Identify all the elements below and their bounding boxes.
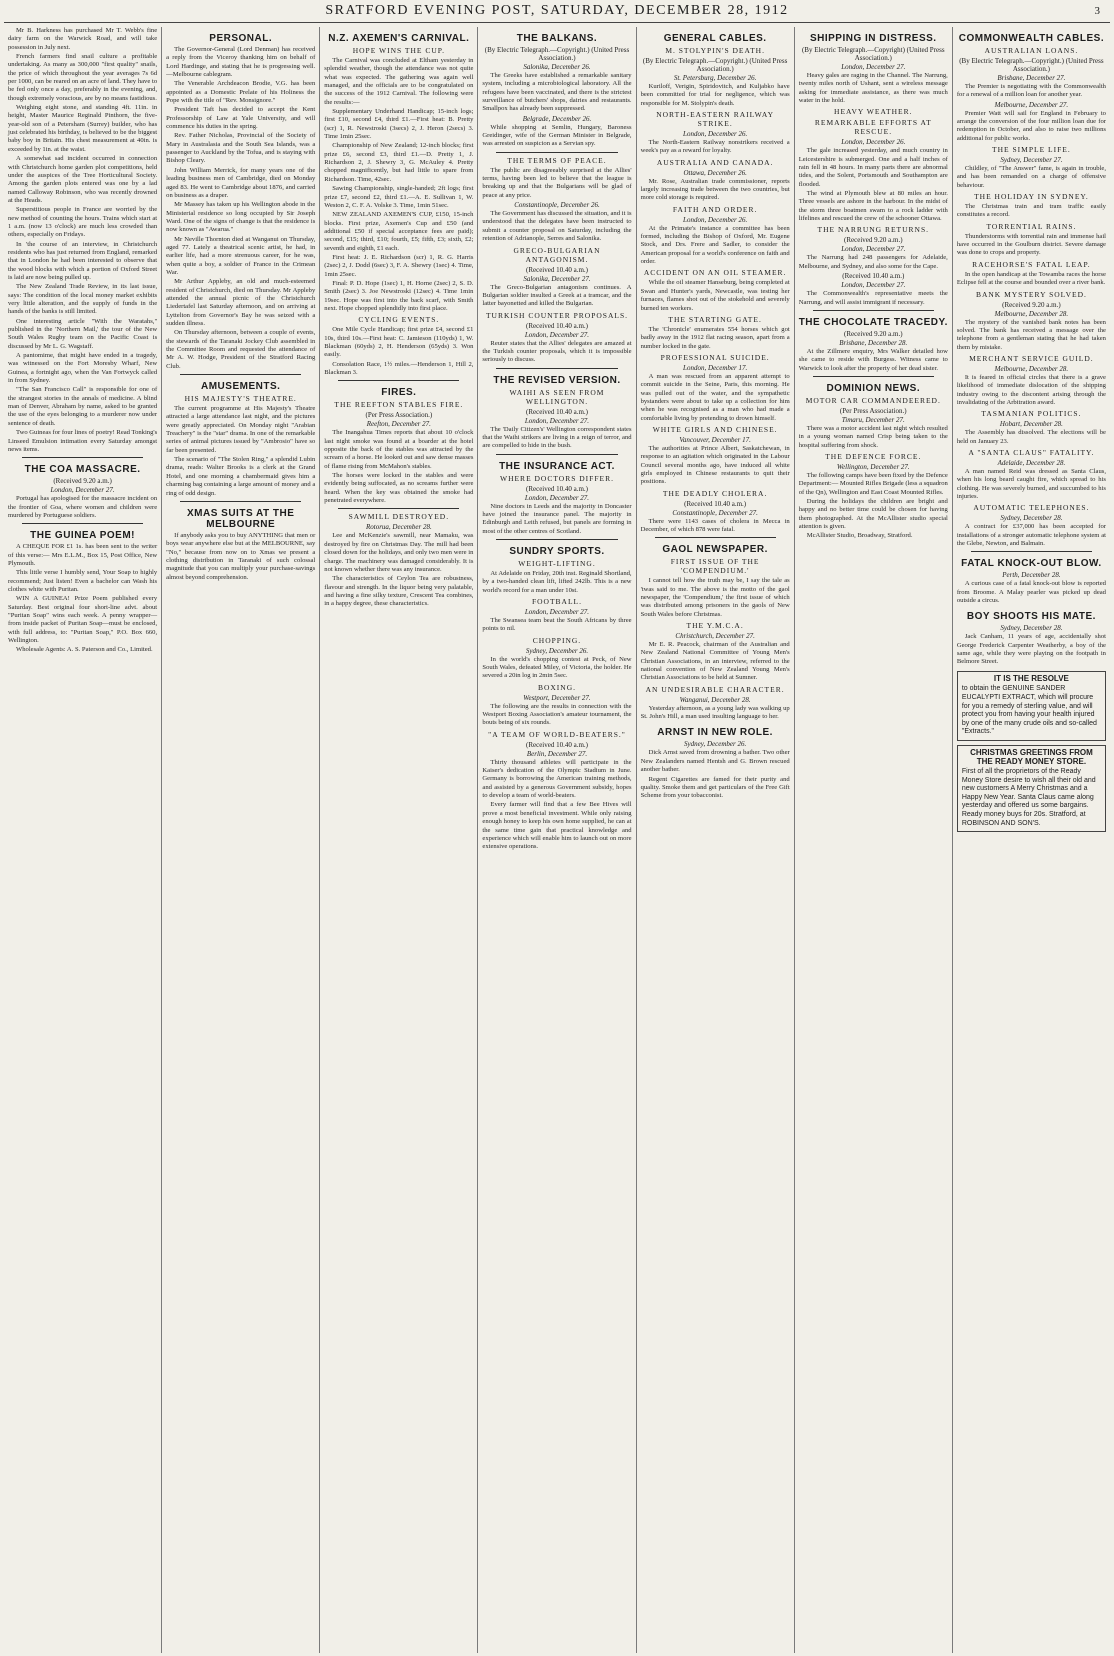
dispatch-source: (By Electric Telegraph.—Copyright.) (United Press Association.) [959,57,1104,73]
article-subheading: MOTOR CAR COMMANDEERED. [805,395,941,405]
article-paragraph: The scenario of "The Stolen Ring," a splendid Lubin drama, reads: Walter Brooks is a clerk at the Grand Hotel, and one morning a chambermaid gives him a charming bag containing a large amount of money and a ring of odd design. [166,456,316,497]
advertisement-text: to obtain the GENUINE SANDER EUCALYPTI EXTRACT, which will procure for you a remedy of sterling value, and will protect you from having your health injured by one of the many crude oils and so-called "Extracts." [961,685,1097,736]
column-rule [338,380,459,381]
column-rule [180,501,301,502]
article-paragraph: The Commonwealth's representative meets the Narrung, and will assist immigrant if necessary. [798,290,948,306]
article-paragraph: A pantomime, that might have ended in a tragedy, was witnessed on the Fort Moresby Wharf, New Guinea, a fortnight ago, when the Van Fortwyck called in from Sydney. [8,352,158,385]
article-paragraph: McAllister Studio, Broadway, Stratford. [806,532,913,540]
column-3 [320,27,478,1653]
article-paragraph: Kuriloff, Verigin, Spiridovitch, and Kuljabko have been committed for trial for negligence, which was responsible for M. Stolypin's death. [640,83,790,107]
advertisement-text: First of all the proprietors of the Ready Money Store desire to wish all their old and new customers A Merry Christmas and a Happy New Year. Santa Claus came along yesterday and offered us some bargains. Ready money buys for 20s. Stratford, at ROBINSON AND SON'S. [961,768,1096,827]
article-paragraph: John William Merrick, for many years one of the leading business men of Cambridge, died on Monday aged 83. He went to Cambridge about 1876, and carried on business as a draper. [166,166,316,199]
article-headline: THE REVISED VERSION. [493,374,621,386]
article-paragraph: President Taft has decided to accept the Kent Professorship of Law at Yale University, and will commence his duties in the spring. [166,106,316,131]
dateline: Timaru, December 27. [841,415,905,424]
dispatch-source: (Received 10.40 a.m.) [525,484,588,493]
article-subheading: TORRENTIAL RAINS. [986,221,1077,231]
article-headline: ARNST IN NEW ROLE. [657,727,773,739]
dispatch-source: (By Electric Telegraph.—Copyright.) (United Press Association.) [484,46,630,62]
article-headline: FIRES. [381,387,417,399]
dateline: Sydney, December 28. [1000,514,1063,523]
article-headline: THE INSURANCE ACT. [499,460,615,472]
article-paragraph: The characteristics of Ceylon Tea are robustness, flavour and strength. In the liquor being very palatable, and having a fine silky texture, Crescent Tea combines, in a happy degree, these characteristics. [324,575,474,608]
column-rule [813,376,934,377]
article-subheading: CYCLING EVENTS. [358,315,440,325]
dateline: Melbourne, December 28. [994,364,1069,373]
advertisement [957,745,1106,832]
article-paragraph: The authorities at Prince Albert, Saskatchewan, in response to an agitation which originated in the Labour Council several months ago, have induced all white girls employed in Chinese restaurants to quit their positions. [640,444,790,486]
article-subheading: AUTOMATIC TELEPHONES. [973,503,1090,513]
dateline: London, December 27. [524,330,590,339]
article-paragraph: A somewhat sad incident occurred in connection with Christchurch home garden plot competitions, held under the auspices of the Tree Horticultural Society. Among the garden plots entered was one by a lad named Calloway Robinson, who was recently drowned at the Heads. [8,155,158,204]
dispatch-source: (Received 9.20 a.m.) [53,477,112,486]
article-paragraph: The Swansea team beat the South Africans by three points to nil. [482,617,632,633]
article-paragraph: If anybody asks you to buy ANYTHING that men or boys wear anywhere else but at the MELBOURNE, say "No," because from now on to Xmas we present a clothing distribution in Taranaki of such colossal magnitude that you can multiply your purchase-savings almost beyond comprehension. [166,531,316,581]
column-rule [813,310,934,311]
article-headline: N.Z. AXEMEN'S CARNIVAL. [328,33,470,44]
dateline: London, December 27. [841,63,906,71]
article-paragraph: Thunderstorms with torrential rain and immense hail have occurred in the Goulburn district. Severe damage was done to crops and property. [956,232,1106,257]
article-paragraph: The Greco-Bulgarian antagonism continues. A Bulgarian soldier insulted a Greek at a tramcar, and the latter bayonetted and killed the Bulgarian. [482,283,632,308]
dispatch-source: (Received 9.20 a.m.) [844,236,903,245]
article-paragraph: A man was rescued from an apparent attempt to commit suicide in the Seine, Paris, this morning. He was pulled out of the water, and the sympathetic bystanders were about to take up a collection for him when he was recognised as a man who had made a comfortable living by pretending to drown himself. [640,372,790,422]
article-paragraph: Two Guineas for four lines of poetry! Read Tonking's Linseed Emulsion intimation every Saturday amongst news items. [8,429,158,453]
column-4 [478,27,636,1653]
article-paragraph: First heat: J. E. Richardson (scr) 1, R. G. Harris (2sec) 2, J. Dodd (6sec) 3, F. A. Shewry (1sec) 4. Time, 1min 25sec. [324,253,474,278]
article-paragraph: The Narrung had 248 passengers for Adelaide, Melbourne, and Sydney, and also some for the Cape. [798,254,948,270]
article-paragraph: Mr E. R. Peacock, chairman of the Australian and New Zealand National Committee of Young Men's Christian Associations, in an interview, referred to the national convention of New Zealand Young Men's Christian Associations to be held at Sumner. [640,641,790,682]
article-paragraph: The 'Daily Citizen's' Wellington correspondent states that the Waihi strikers are living in a reign of terror, and are compelled to hide in the bush. [482,425,632,450]
dateline: Perth, December 28. [1002,571,1061,580]
dateline: Reefton, December 27. [366,420,431,429]
dispatch-source: (By Electric Telegraph.—Copyright.) (United Press Association.) [642,57,788,73]
article-paragraph: Jack Canham, 11 years of age, accidentally shot George Frederick Carpenter Weatherby, a boy of the same age, while they were playing on the footpath in Belmore Street. [956,633,1106,666]
column-rule [338,508,459,509]
dateline: London, December 27. [524,416,590,425]
column-rule [180,374,301,375]
dispatch-source: (Received 10.40 a.m.) [525,321,588,330]
dateline: Constantinople, December 26. [514,201,600,210]
article-headline: SHIPPING IN DISTRESS. [809,33,937,44]
dateline: Ottawa, December 26. [683,168,747,177]
dateline: London, December 26. [683,130,748,139]
column-rule [496,368,617,369]
advertisement-title: IT IS THE RESOLVE [993,673,1069,683]
article-subheading: TURKISH COUNTER PROPOSALS. [485,310,629,320]
article-paragraph: It is feared in official circles that there is a grave likelihood of immediate dislocation of the shipping industry owing to the discontent arising through the invalidating of the Arbitration award. [956,373,1106,406]
article-paragraph: Supplementary Underhand Handicap; 15-inch logs; first £10, second £4, third £1.—First heat: B. Pretty (scr) 1, R. Newstroski (3secs) 2, J. Heron (2secs) 3. Time 1min 25sec. [324,108,474,141]
dateline: Melbourne, December 27. [994,100,1069,109]
column-rule [22,457,143,458]
column-rule [971,551,1092,552]
dateline: Rotorua, December 28. [365,523,432,532]
column-5 [637,27,795,1653]
article-paragraph: While the oil steamer Hanseburg, being completed at Swan and Hunter's yards, Newcastle, was testing her furnaces, flames shot out of the stokehold and severely burned ten workers. [640,279,790,312]
dateline: Wellington, December 27. [836,462,910,471]
article-paragraph: "The San Francisco Call" is responsible for one of the strangest stories in the annals of medicine. A blind man of Denver, Abraham by name, asked to be granted the use of the eyes belonging to a murderer now under sentence of death. [8,386,158,427]
article-paragraph: The wind at Plymouth blew at 80 miles an hour. Three vessels are ashore in the harbour. In the midst of the storm three boatmen swam to a rock ladder with lifelines and rescued the crew of the schooner Ottawa. [798,190,948,223]
dateline: Vancouver, December 17. [679,435,751,444]
article-paragraph: Nine doctors in Leeds and the majority in Doncaster have joined the insurance panel. The majority in Edinburgh and Leith refused, but panels are forming in most of the other centres of Scotland. [482,502,632,535]
article-headline: GENERAL CABLES. [663,33,767,44]
article-subheading: HIS MAJESTY'S THEATRE. [184,394,297,404]
dateline: Berlin, December 27. [526,749,588,758]
article-paragraph: Premier Watt will sail for England in February to arrange the conversion of the four million loan due for redemption in October, and also to raise two millions additional for public works. [956,109,1106,142]
masthead-title: SRATFORD EVENING POST, SATURDAY, DECEMBER 28, 1912 [325,3,789,18]
column-7 [953,27,1110,1653]
article-paragraph: The Inangahua Times reports that about 10 o'clock last night smoke was found at a boarder at the hotel opposite the back of the stables was attracted by the scream of a horse. He looked out and saw dense masses of flame rising from McMahon's stables. [324,429,474,470]
article-paragraph: Regent Cigarettes are famed for their purity and quality. Smoke them and get particulars of the Free Gift Scheme from your tobacconist. [640,775,790,800]
dispatch-source: (Received 10.40 a.m.) [525,265,588,274]
dateline: London, December 26. [683,215,748,224]
article-paragraph: There was a motor accident last night which resulted in a young woman named Crisp being taken to the hospital suffering from shock. [798,424,948,449]
article-subheading: THE REEFTON STABLES FIRE. [334,400,464,410]
article-paragraph: The current programme at His Majesty's Theatre attracted a large attendance last night, and the pictures were greatly appreciated. On Monday night "Arabian Treachery" is the "star" drama. In one of the remarkable series of animal pictures issued by "Ambrosio" have so far been presented. [166,405,316,454]
article-paragraph: The gale increased yesterday, and much country in Leicestershire is submerged. One and a half inches of rain fell in 48 hours. In many parts there are abnormal tides, and the Solent, Portsmouth and Southampton are flooded. [798,147,948,188]
article-paragraph: WIN A GUINEA! Prize Poem published every Saturday. Best original four short-line advt. about "Puritan Soap" wins each week. A penny wrapper—from inside packet of Puritan Soap—must be enclosed, with full address, to: "Puritan Soap," P.O. Box 660, Wellington. [8,595,158,644]
article-paragraph: In the world's chopping contest at Peck, of New South Wales, defeated Miley, of Victoria, the holder. He severed a 20in log in 2min 5sec. [482,655,632,680]
article-paragraph: Rev. Father Nicholas, Provincial of the Society of Mary in Australasia and the South Sea Islands, was a passenger to Auckland by the Tofua, and is staying with Bishop Cleary. [166,132,316,165]
article-paragraph: Childley, of "The Answer" fame, is again in trouble, and has been remanded on a charge of offensive behaviour. [956,165,1106,189]
article-subheading: THE TERMS OF PEACE. [507,155,607,165]
article-paragraph: The Assembly has dissolved. The elections will be held on January 23. [956,429,1106,445]
dateline: Brisbane, December 27. [997,74,1066,82]
dateline: London, December 27. [841,281,906,290]
article-subheading: THE SIMPLE LIFE. [992,145,1071,155]
article-headline: GAOL NEWSPAPER. [662,544,768,556]
dateline: Adelaide, December 28. [997,458,1066,467]
article-subheading: AUSTRALIA AND CANADA. [656,157,774,167]
dateline: St. Petersburg, December 26. [673,74,757,82]
article-paragraph: Portugal has apologised for the massacre incident on the frontier of Goa, where women and children were murdered by Portuguese soldiers. [8,495,158,519]
article-headline: AMUSEMENTS. [201,381,281,393]
article-subheading: SAWMILL DESTROYED. [348,512,450,522]
column-rule [496,454,617,455]
article-subheading: PROFESSIONAL SUICIDE. [660,352,770,362]
article-paragraph: Thirty thousand athletes will participate in the Kaiser's dedication of the Olympic Stadium in June. Germany is borrowing the American training methods, and assisted by a generous Government subsidy, hopes to develop a team of world-beaters. [482,758,632,800]
dateline: Constantinople, December 27. [672,508,758,517]
columns [4,27,1110,1653]
article-paragraph: The New Zealand Trade Review, in its last issue, says: The condition of the local money market exhibits very little alteration, and the supply of funds in the hands of the banks is still limited. [8,283,158,316]
article-headline: SUNDRY SPORTS. [509,545,605,557]
article-headline: BOY SHOOTS HIS MATE. [966,611,1096,623]
article-subheading: RACEHORSE'S FATAL LEAP. [972,259,1091,269]
dispatch-source: (Received 10.40 a.m.) [684,499,747,508]
article-paragraph: French farmers find snail culture a profitable undertaking. As many as 300,000 "first quality" snails, the price of which throughout the year averages 7s 6d per 1000, can be reared on an acre of land. They have to be fed only once a day, preferably in the evening, and, though extremely voracious, are by no means fastidious. [8,53,158,102]
article-paragraph: A CHEQUE FOR £1 1s. has been sent to the writer of this verse:— Mrs E.L.M., Box 15, Post Office, New Plymouth. [8,543,158,567]
article-paragraph: The following camps have been fixed by the Defence Department:— Mounted Rifles Brigade (less a squadron of the Qn), Wellington and East Coast Mounted Rifles. [798,471,948,496]
dateline: Sydney, December 27. [1000,156,1063,165]
dateline: Salonika, December 27. [523,274,591,283]
article-paragraph: During the holidays the children are bright and happy and no better time could be chosen for having them photographed. At the McAllister studio special attention is given. [798,497,948,530]
page-number: 3 [1094,5,1100,17]
article-headline: PERSONAL. [209,33,273,44]
article-paragraph: The 'Chronicle' enumerates 554 horses which got badly away in the 1912 flat racing season, apart from a number locked in the gate. [640,325,790,350]
article-subheading: THE NARRUNG RETURNS. [817,225,929,235]
column-1 [4,27,162,1653]
dispatch-source: (Received 10.40 a.m.) [525,407,588,416]
article-paragraph: The Venerable Archdeacon Brodie, V.G. has been appointed as a Domestic Prelate of his Holiness the Pope with the title of "Rev. Monsignore." [166,80,316,105]
article-paragraph: A contract for £37,000 has been accepted for installations of a stronger automatic telephone system at the Glebe, Newton, and Balmain. [956,523,1106,547]
column-rule [22,523,143,524]
article-subheading: WAIHI AS SEEN FROM WELLINGTON. [509,387,605,406]
article-paragraph: Reuter states that the Allies' delegates are amazed at the Turkish counter proposals, which it is impossible seriously to discuss. [482,339,632,364]
article-headline: THE BALKANS. [516,33,598,44]
article-paragraph: At the Primate's instance a committee has been formed, including the Bishop of Oxford, Mr. Eugene Stock, and Drs. Frere and Sadler, to consider the American proposal for a world's conference on faith and order. [640,224,790,266]
article-paragraph: The Christmas train and tram traffic easily constitutes a record. [956,203,1106,219]
article-paragraph: In the open handicap at the Towamba races the horse Eclipse fell at the course and bounded over a river bank. [956,270,1106,287]
dateline: Sydney, December 28. [1000,624,1063,633]
dateline: Salonika, December 26. [523,63,591,71]
article-paragraph: Yesterday afternoon, as a young lady was walking up St. John's Hill, a man used insulting language to her. [640,704,790,721]
article-subheading: AN UNDESIRABLE CHARACTER. [645,684,785,694]
dateline: Wanganui, December 28. [679,695,751,704]
dateline: Melbourne, December 28. [994,309,1069,318]
article-subheading: REMARKABLE EFFORTS AT RESCUE. [814,118,932,137]
advertisement-title: CHRISTMAS GREETINGS FROM THE READY MONEY STORE. [970,747,1093,766]
article-paragraph: Mr Arthur Appleby, an old and much-esteemed resident of Christchurch, died on Thursday. Mr Appleby attended the annual picnic of the Christchurch Liedertafel last Saturday afternoon, and on arriving at Lyttelton from Governor's Bay he was seized with a sudden illness. [166,278,316,327]
article-subheading: "A TEAM OF WORLD-BEATERS." [488,729,626,739]
article-paragraph: Mr B. Harkness has purchased Mr T. Webb's fine dairy farm on the Warwick Road, and will take possession in July next. [8,27,158,51]
article-subheading: ACCIDENT ON AN OIL STEAMER. [643,268,787,278]
article-paragraph: One Mile Cycle Handicap; first prize £4, second £1 10s, third 10s.—First heat: C. Jamieson (110yds) 1, W. Blackman (60yds) 2, H. Henderson (65yds) 3. Won easily. [324,326,474,359]
dispatch-source: (Received 9.20 a.m.) [844,329,903,338]
article-paragraph: I cannot tell how the truth may be, I say the tale as 'twas said to me. The above is the motto of the gaol newspaper, the 'Compendium,' the first issue of which was distributed among prisoners in the gaols of New South Wales before Christmas. [640,577,790,618]
article-paragraph: Mr Neville Thornton died at Wanganui on Thursday, aged 77. Lately a theatrical scenic artist, he had, in earlier life, had a more strenuous career, for he was, when quite a boy, a soldier of France in the Crimean War. [166,235,316,276]
article-paragraph: Wholesale Agents: A. S. Paterson and Co., Limited. [16,646,153,654]
article-subheading: FOOTBALL. [531,597,583,606]
article-paragraph: Every farmer will find that a few Bee Hives will prove a most beneficial investment. While only raising enough honey to keep his own home supplied, he can at the same time gain that practical knowledge and experience which will enable him to launch out on more extensive operations. [482,801,632,851]
article-paragraph: The following are the results in connection with the Westport Boxing Association's amateur tournament, the bouts being of six rounds. [482,702,632,727]
article-paragraph: The horses were locked in the stables and were evidently being suffocated, as no screams further were heard. When the key was obtained the smoke had penetrated everywhere. [324,472,474,505]
article-headline: XMAS SUITS AT THE MELBOURNE [187,507,295,530]
article-subheading: THE STARTING GATE. [668,314,762,324]
article-subheading: BANK MYSTERY SOLVED. [975,289,1087,299]
article-subheading: HOPE WINS THE CUP. [352,46,446,55]
dispatch-source: (Per Press Association.) [839,406,907,415]
article-paragraph: The public are disagreeably surprised at the Allies' terms, having been led to believe that the league is breaking up and that the Bulgarians will be glad of peace at any price. [482,166,632,199]
article-headline: COMMONWEALTH CABLES. [958,33,1105,44]
article-paragraph: The Greeks have established a remarkable sanitary system, including a microbiological laboratory. All the refugees have been vaccinated, and there is the strictest surveillance of butchers' shops, dairies and restaurants. Smallpox has already been suppressed. [482,72,632,113]
article-subheading: WHERE DOCTORS DIFFER. [499,473,614,483]
column-rule [496,152,617,153]
column-6 [795,27,953,1653]
article-paragraph: A curious case of a fatal knock-out blow is reported from Broome. A Malay pearler was picked up dead outside a circus. [956,580,1106,605]
article-paragraph: Heavy gales are raging in the Channel. The Narrung, twenty miles north of Ushant, sent a wireless message asking for immediate assistance, as there was much water in the hold. [798,72,948,105]
article-paragraph: This little verse I humbly send, Your Soap to highly recommend; Just listen! Even a bachelor can Wash his clothes white with Puritan. [8,569,158,593]
article-paragraph: The North-Eastern Railway nonstrikers received a week's pay as a reward for loyalty. [640,139,790,155]
dispatch-source: (Per Press Association.) [365,411,433,420]
article-paragraph: Mr. Rose, Australian trade commissioner, reports largely increasing trade between the two countries, but more cold storage is required. [640,177,790,202]
article-paragraph: A man named Reid was dressed as Santa Claus, when his long beard caught fire, which spread to his clothing. He was severely burned, and succumbed to his injuries. [956,467,1106,500]
article-subheading: THE HOLIDAY IN SYDNEY. [974,192,1089,202]
article-paragraph: At the Zillmere enquiry, Mrs Walker detailed how she came to reside with Burgess. Witness came to Warwick to look after the property of her dead sister. [798,347,948,372]
article-paragraph: Lee and McKenzie's sawmill, near Mamaku, was destroyed by fire on Christmas Day. The mill had been closed down for the holidays, and only two men were in charge. The machinery was damaged considerably. It is not known whether there was any insurance. [324,532,474,573]
article-subheading: AUSTRALIAN LOANS. [984,46,1079,55]
article-subheading: MERCHANT SERVICE GUILD. [969,353,1094,363]
article-subheading: M. STOLYPIN'S DEATH. [665,46,765,55]
article-paragraph: On Thursday afternoon, between a couple of events, the stewards of the Taranaki Jockey Club assembled in the Committee Room and requested the attendance of Mr A. W. Hodge, President of the Stratford Racing Club. [166,329,316,370]
article-subheading: THE DEFENCE FORCE. [825,451,922,461]
dateline: London, December 27. [524,493,590,502]
dateline: Brisbane, December 28. [839,338,908,347]
article-headline: THE GUINEA POEM! [30,530,135,542]
article-paragraph: There were 1143 cases of cholera in Mecca in December, of which 878 were fatal. [640,517,790,533]
article-paragraph: In 'the course of an interview, in Christchurch residents who has just returned from England, remarked that in London he had been interested to observe that the wood blocks with which a portion of Oxford Street is laid are now being pulled up. [8,240,158,281]
article-subheading: GRECO-BULGARIAN ANTAGONISM. [513,245,601,264]
article-headline: THE COA MASSACRE. [24,464,141,476]
article-subheading: FAITH AND ORDER. [672,204,758,214]
article-subheading: TASMANIAN POLITICS. [981,409,1082,419]
article-paragraph: The mystery of the vanished bank notes has been solved. The bank has received a message over the telephone from a gentleman stating that he had taken them by mistake. [956,318,1106,351]
dateline: London, December 27. [841,245,906,254]
article-paragraph: The Government has discussed the situation, and it is understood that the delegates have been instructed to submit a counter proposal on Saturday, including the retention of Adrianople, Serres and Salonika. [482,210,632,243]
article-paragraph: While shopping at Semlin, Hungary, Baroness Greidinger, wife of the German Minister in Belgrade, was arrested on suspicion as a Servian spy. [482,123,632,148]
dateline: Hobart, December 28. [999,420,1063,429]
article-subheading: THE Y.M.C.A. [686,621,744,631]
column-rule [496,539,617,540]
column-2 [162,27,320,1653]
article-paragraph: Superstitious people in France are worried by the new method of counting the hours. Trains which start at 1 a.m. (now 13 o'clock) are much less crowded than others, especially on Fridays. [8,206,158,239]
dateline: Westport, December 27. [523,693,591,702]
masthead [4,0,1110,23]
dispatch-source: (Received 10.40 a.m.) [525,740,588,749]
article-subheading: NORTH-EASTERN RAILWAY STRIKE. [656,110,775,129]
article-subheading: BOXING. [537,682,577,692]
article-headline: THE CHOCOLATE TRACEDY. [798,316,948,328]
dispatch-source: (By Electric Telegraph.—Copyright) (United Press Association.) [801,46,945,62]
dateline: London, December 27. [50,486,115,495]
article-headline: FATAL KNOCK-OUT BLOW. [961,558,1102,570]
article-paragraph: The Premier is negotiating with the Commonwealth for a renewal of a million loan for another year. [956,83,1106,99]
dateline: London, December 17. [683,363,748,372]
article-paragraph: The Carnival was concluded at Eltham yesterday in splendid weather, though the attendance was not quite what was expected. The gathering was again well managed, and the officials are to be congratulated on the success of the 1912 Carnival. The following were the results:— [324,57,474,106]
article-paragraph: Consolation Race, 1½ miles.—Henderson 1, Hill 2, Blackman 3. [324,360,474,377]
column-rule [655,537,776,538]
article-paragraph: Dick Arnst saved from drowning a bather. Two other New Zealanders named Hentsh and G. Brown rescued another bather. [640,749,790,774]
article-paragraph: NEW ZEALAND AXEMEN'S CUP, £150, 15-inch blocks. First prize, Axemen's Cup and £50 (and additional £50 if special acceptance fees are paid); second, £15; third, £10; fourth, £5; fifth, £3; sixth, £2; seventh and eighth, £1 each. [324,211,474,252]
dateline: Sydney, December 26. [525,646,589,655]
article-subheading: WHITE GIRLS AND CHINESE. [652,424,778,434]
article-paragraph: Mr Massey has taken up his Wellington abode in the Ministerial residence so long occupied by Sir Joseph Ward. One of the signs of change is that the residence is now known as "Awarua." [166,201,316,234]
article-subheading: A "SANTA CLAUS" FATALITY. [968,447,1095,457]
article-subheading: CHOPPING. [532,635,582,645]
article-subheading: HEAVY WEATHER. [834,107,913,117]
article-paragraph: Championship of New Zealand; 12-inch blocks; first prize £6, second £3, third £1.—D. Pretty 1, J. Richardson 2, J. Shewry 3, G. McAuley 4. Pretty chopped magnificently, but had little to spare from Richardson. Time, 42sec. [324,142,474,183]
article-paragraph: Weighing eight stone, and standing 4ft. 11in. in height, Master Maurice Reginald Pinthorn, the five-year-old son of a Petersham (Surrey) builder, who has just celebrated his birthday, is believed to be the biggest baby boy in Britain. His chest measurement at 40in. is exceeded by 1in. at the waist. [8,104,158,153]
advertisement [957,671,1106,741]
article-paragraph: One interesting article "With the Waratahs," published in the 'Northern Mail,' the tour of the New South Wales Rugby team on the Pacific Coast is discussed by Mr L. G. Wagstaff. [8,317,158,350]
dispatch-source: (Received 9.20 a.m.) [1002,300,1061,309]
dateline: Sydney, December 26. [684,740,747,749]
article-paragraph: Sawing Championship, single-handed; 2ft logs; first prize £7, second £2, third £1.—A. E. Sullivan 1, W. Weston 2, C. F. A. Volske 3. Time, 1min 51sec. [324,185,474,209]
article-subheading: THE DEADLY CHOLERA. [662,488,768,498]
dateline: Belgrade, December 26. [522,114,592,123]
article-paragraph: At Adelaide on Friday, 20th inst. Reginald Shortland, by a two-handed clean lift, lifted 242lb. This is a new world's record for a man under 10st. [482,569,632,594]
dateline: Christchurch, December 27. [675,632,755,641]
dispatch-source: (Received 10.40 a.m.) [842,272,905,281]
article-paragraph: Final: P. D. Hope (1sec) 1, H. Horne (2sec) 2, S. D. Smith (2sec) 3. Joe Newstroski (12sec) 4. Time 1min 19sec. Hope was first into the back scarf, with Smith next. Hope chopped splendidly into first place. [324,279,474,312]
article-headline: DOMINION NEWS. [826,382,921,394]
dateline: London, December 26. [841,138,906,147]
article-subheading: FIRST ISSUE OF THE 'COMPENDIUM.' [670,557,760,576]
article-paragraph: The Governor-General (Lord Denman) has received a reply from the Viceroy thanking him on behalf of Lord Hardinge, and stating that he is progressing well.—Melbourne cablegram. [166,46,316,79]
dateline: London, December 27. [524,608,590,616]
article-subheading: WEIGHT-LIFTING. [518,558,596,568]
